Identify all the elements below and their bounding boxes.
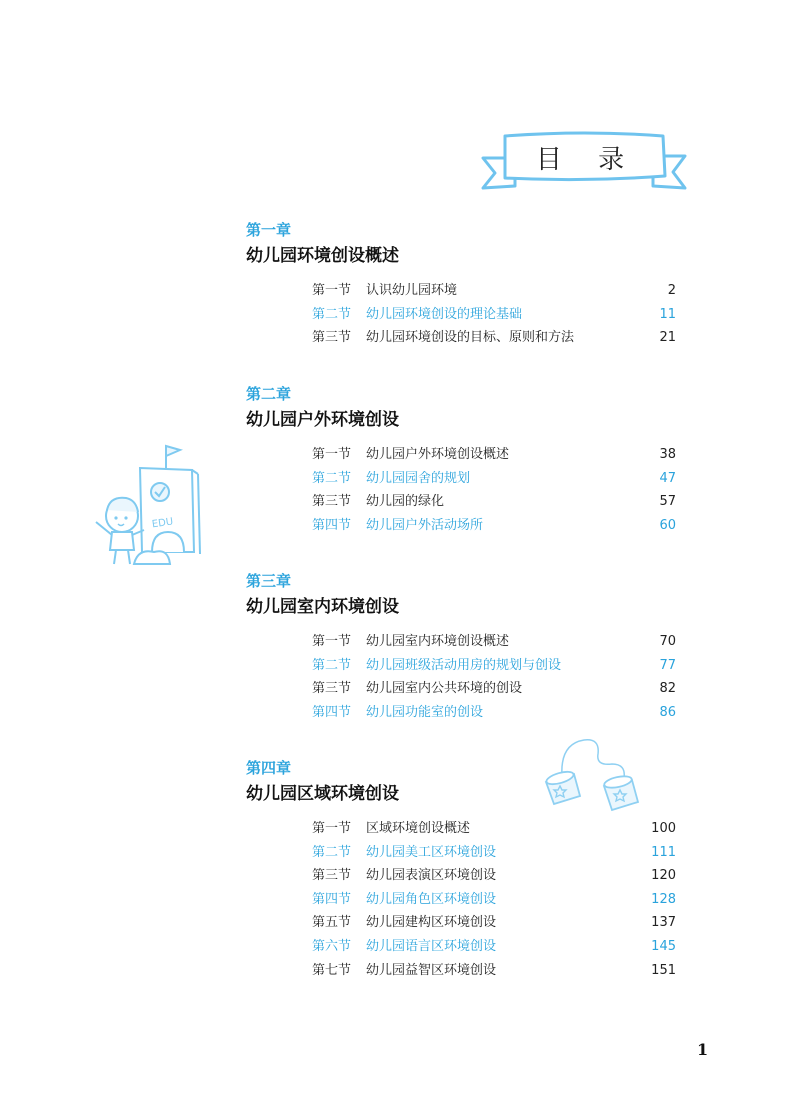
section-title: 幼儿园益智区环境创设 bbox=[366, 962, 497, 978]
toc-entry[interactable] bbox=[246, 701, 706, 725]
toc-entry[interactable] bbox=[246, 514, 706, 538]
toc-entry[interactable] bbox=[246, 467, 706, 491]
section-number: 第三节 bbox=[312, 494, 352, 510]
chapter-label: 第一章 bbox=[246, 221, 292, 239]
section-number: 第二节 bbox=[312, 306, 352, 322]
section-title: 幼儿园美工区环境创设 bbox=[366, 844, 497, 860]
section-title: 区域环境创设概述 bbox=[366, 821, 471, 836]
toc-entry[interactable] bbox=[246, 935, 706, 959]
toc-entry[interactable] bbox=[246, 630, 706, 654]
section-page: 128 bbox=[651, 891, 676, 907]
section-title: 幼儿园语言区环境创设 bbox=[366, 938, 497, 954]
section-number: 第六节 bbox=[312, 938, 352, 954]
section-page: 82 bbox=[659, 681, 676, 697]
section-page: 86 bbox=[659, 704, 676, 720]
toc-entry[interactable] bbox=[246, 841, 706, 865]
section-title: 幼儿园户外活动场所 bbox=[366, 517, 484, 533]
section-number: 第一节 bbox=[312, 634, 352, 649]
chapter-1 bbox=[246, 220, 706, 350]
section-number: 第二节 bbox=[312, 470, 352, 486]
section-number: 第二节 bbox=[312, 844, 352, 860]
toc-entry[interactable] bbox=[246, 959, 706, 983]
section-page: 11 bbox=[659, 306, 676, 322]
toc-entry[interactable] bbox=[246, 677, 706, 701]
section-page: 100 bbox=[651, 821, 676, 836]
section-title: 认识幼儿园环境 bbox=[366, 283, 458, 298]
toc-entry[interactable] bbox=[246, 911, 706, 935]
toc-entry[interactable] bbox=[246, 326, 706, 350]
toc-entry[interactable] bbox=[246, 443, 706, 467]
section-number: 第五节 bbox=[312, 915, 352, 931]
chapter-title: 幼儿园区域环境创设 bbox=[246, 784, 399, 804]
chapter-title: 幼儿园环境创设概述 bbox=[246, 246, 399, 266]
section-number: 第一节 bbox=[312, 447, 352, 462]
board-text: EDU bbox=[151, 516, 174, 531]
chapter-3 bbox=[246, 571, 706, 724]
section-number: 第一节 bbox=[312, 821, 352, 836]
section-page: 77 bbox=[659, 657, 676, 673]
section-title: 幼儿园表演区环境创设 bbox=[366, 868, 497, 884]
section-title: 幼儿园环境创设的目标、原则和方法 bbox=[366, 330, 575, 346]
section-title: 幼儿园室内环境创设概述 bbox=[366, 634, 510, 649]
section-number: 第四节 bbox=[312, 517, 352, 533]
section-title: 幼儿园环境创设的理论基础 bbox=[366, 306, 523, 322]
chapter-title: 幼儿园室内环境创设 bbox=[246, 597, 399, 617]
section-page: 120 bbox=[651, 868, 676, 884]
toc-entry[interactable] bbox=[246, 303, 706, 327]
section-title: 幼儿园建构区环境创设 bbox=[366, 915, 497, 931]
section-page: 137 bbox=[651, 915, 676, 931]
chapter-title: 幼儿园户外环境创设 bbox=[246, 410, 399, 430]
section-page: 21 bbox=[659, 330, 676, 346]
toc-entry[interactable] bbox=[246, 654, 706, 678]
section-number: 第四节 bbox=[312, 704, 352, 720]
toc-entry[interactable] bbox=[246, 817, 706, 841]
section-number: 第四节 bbox=[312, 891, 352, 907]
section-title: 幼儿园班级活动用房的规划与创设 bbox=[366, 657, 562, 673]
section-number: 第三节 bbox=[312, 330, 352, 346]
section-number: 第三节 bbox=[312, 868, 352, 884]
section-title: 幼儿园室内公共环境的创设 bbox=[366, 681, 523, 697]
chapter-label: 第三章 bbox=[246, 572, 292, 590]
toc-entry[interactable] bbox=[246, 888, 706, 912]
toc-entry[interactable] bbox=[246, 864, 706, 888]
chapter-2 bbox=[246, 384, 706, 537]
section-title: 幼儿园的绿化 bbox=[366, 494, 445, 510]
chapter-label: 第四章 bbox=[246, 759, 292, 777]
section-number: 第一节 bbox=[312, 283, 352, 298]
chapter-label: 第二章 bbox=[246, 385, 292, 403]
toc-entry[interactable] bbox=[246, 279, 706, 303]
page-title: 目 录 bbox=[535, 145, 639, 175]
section-page: 2 bbox=[667, 283, 676, 298]
section-page: 57 bbox=[659, 494, 676, 510]
section-number: 第七节 bbox=[312, 962, 352, 978]
section-page: 111 bbox=[651, 844, 676, 860]
section-page: 38 bbox=[659, 447, 676, 462]
section-number: 第二节 bbox=[312, 657, 352, 673]
section-title: 幼儿园角色区环境创设 bbox=[366, 891, 497, 907]
section-title: 幼儿园园舍的规划 bbox=[366, 470, 471, 486]
section-page: 70 bbox=[659, 634, 676, 649]
section-page: 60 bbox=[659, 517, 676, 533]
kid-with-edu-board-illustration bbox=[92, 440, 210, 570]
tin-can-telephone-illustration bbox=[540, 736, 652, 818]
toc-entry[interactable] bbox=[246, 490, 706, 514]
section-number: 第三节 bbox=[312, 681, 352, 697]
section-page: 145 bbox=[651, 938, 676, 954]
section-page: 47 bbox=[659, 470, 676, 486]
section-page: 151 bbox=[651, 962, 676, 978]
section-title: 幼儿园功能室的创设 bbox=[366, 704, 484, 720]
page-number: 1 bbox=[697, 1040, 709, 1059]
section-title: 幼儿园户外环境创设概述 bbox=[366, 447, 510, 462]
